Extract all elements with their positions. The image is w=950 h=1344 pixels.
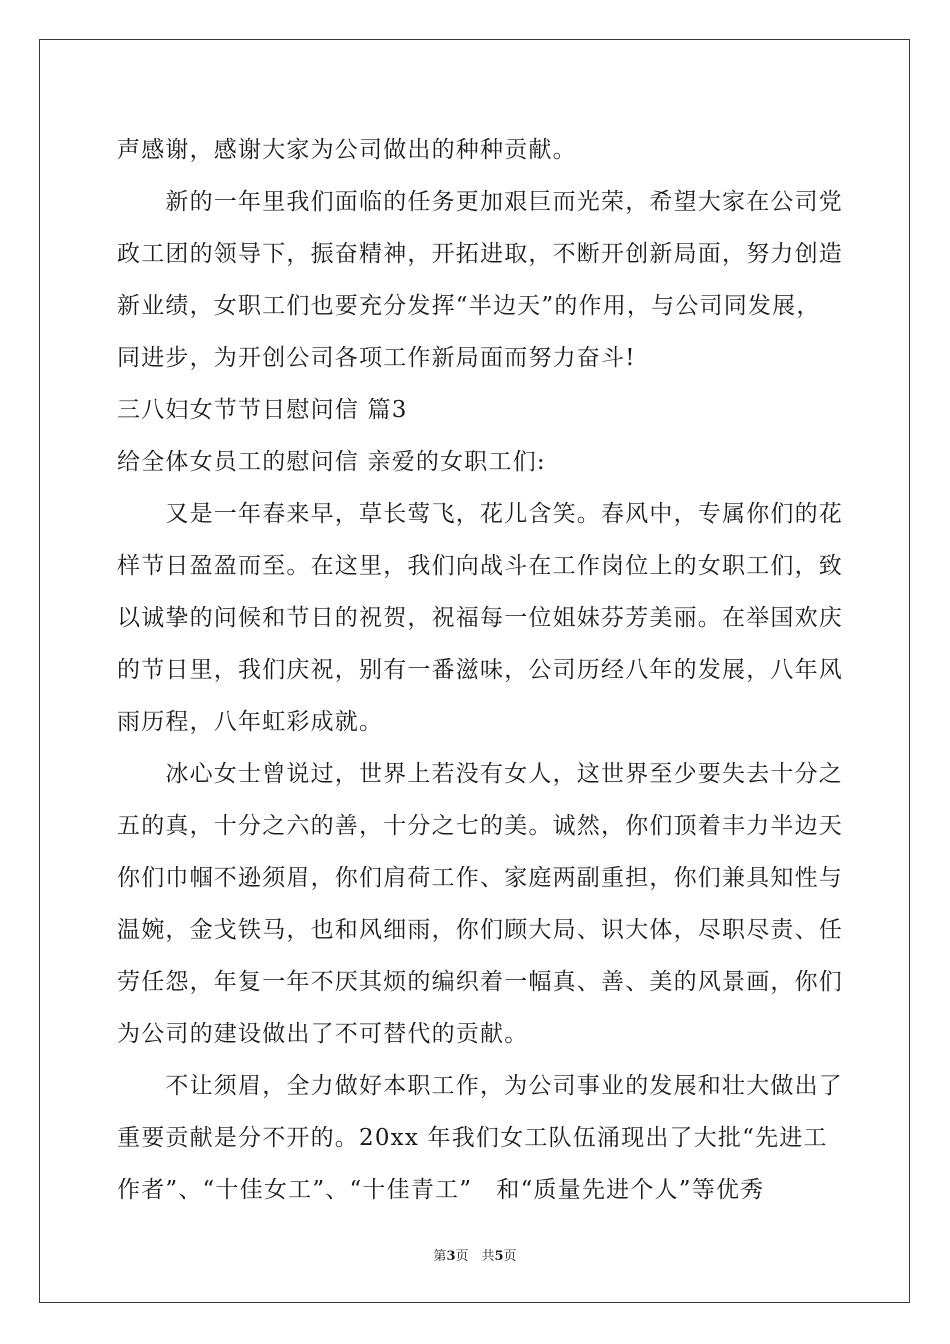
total-pages-number: 5 [494, 1249, 504, 1264]
text-line: 劳任怨，年复一年不厌其烦的编织着一幅真、善、美的风景画，你们 [117, 969, 843, 995]
text-line: 冰心女士曾说过，世界上若没有女人，这世界至少要失去十分之 [117, 761, 843, 787]
text-line: 你们巾帼不逊须眉，你们肩荷工作、家庭两副重担，你们兼具知性与 [117, 865, 843, 891]
text-line: 政工团的领导下，振奋精神，开拓进取，不断开创新局面，努力创造 [117, 241, 843, 267]
footer-prefix: 第 [433, 1249, 447, 1264]
current-page-number: 3 [446, 1249, 456, 1264]
text-line: 又是一年春来早，草长莺飞，花儿含笑。春风中，专属你们的花 [117, 501, 843, 527]
text-line: 新的一年里我们面临的任务更加艰巨而光荣，希望大家在公司党 [117, 189, 843, 215]
text-line: 不让须眉，全力做好本职工作，为公司事业的发展和壮大做出了 [117, 1073, 843, 1099]
text-line: 重要贡献是分不开的。20xx 年我们女工队伍涌现出了大批“先进工 [117, 1125, 828, 1151]
text-line: 样节日盈盈而至。在这里，我们向战斗在工作岗位上的女职工们，致 [117, 553, 843, 579]
document-body [117, 124, 843, 1216]
text-line: 的节日里，我们庆祝，别有一番滋味，公司历经八年的发展，八年风 [117, 657, 843, 683]
page-number-footer [0, 1245, 950, 1264]
text-line: 声感谢，感谢大家为公司做出的种种贡献。 [117, 137, 577, 163]
text-line: 新业绩，女职工们也要充分发挥“半边天”的作用，与公司同发展， [117, 293, 821, 319]
text-line: 雨历程，八年虹彩成就。 [117, 709, 384, 735]
letter-salutation: 给全体女员工的慰问信 亲爱的女职工们: [117, 449, 546, 475]
text-line: 以诚挚的问候和节日的祝贺，祝福每一位姐妹芬芳美丽。在举国欢庆 [117, 605, 843, 631]
text-line: 温婉，金戈铁马，也和风细雨，你们顾大局、识大体，尽职尽责、任 [117, 917, 843, 943]
footer-suffix: 页 [503, 1249, 517, 1264]
text-line: 同进步，为开创公司各项工作新局面而努力奋斗! [117, 345, 636, 371]
footer-middle: 页 共 [455, 1249, 495, 1264]
text-line: 为公司的建设做出了不可替代的贡献。 [117, 1021, 529, 1047]
text-line: 作者”、“十佳女工”、“十佳青工” 和“质量先进个人”等优秀 [117, 1177, 765, 1203]
section-heading: 三八妇女节节日慰问信 篇3 [117, 397, 408, 423]
text-line: 五的真，十分之六的善，十分之七的美。诚然，你们顶着丰力半边天 [117, 813, 843, 839]
